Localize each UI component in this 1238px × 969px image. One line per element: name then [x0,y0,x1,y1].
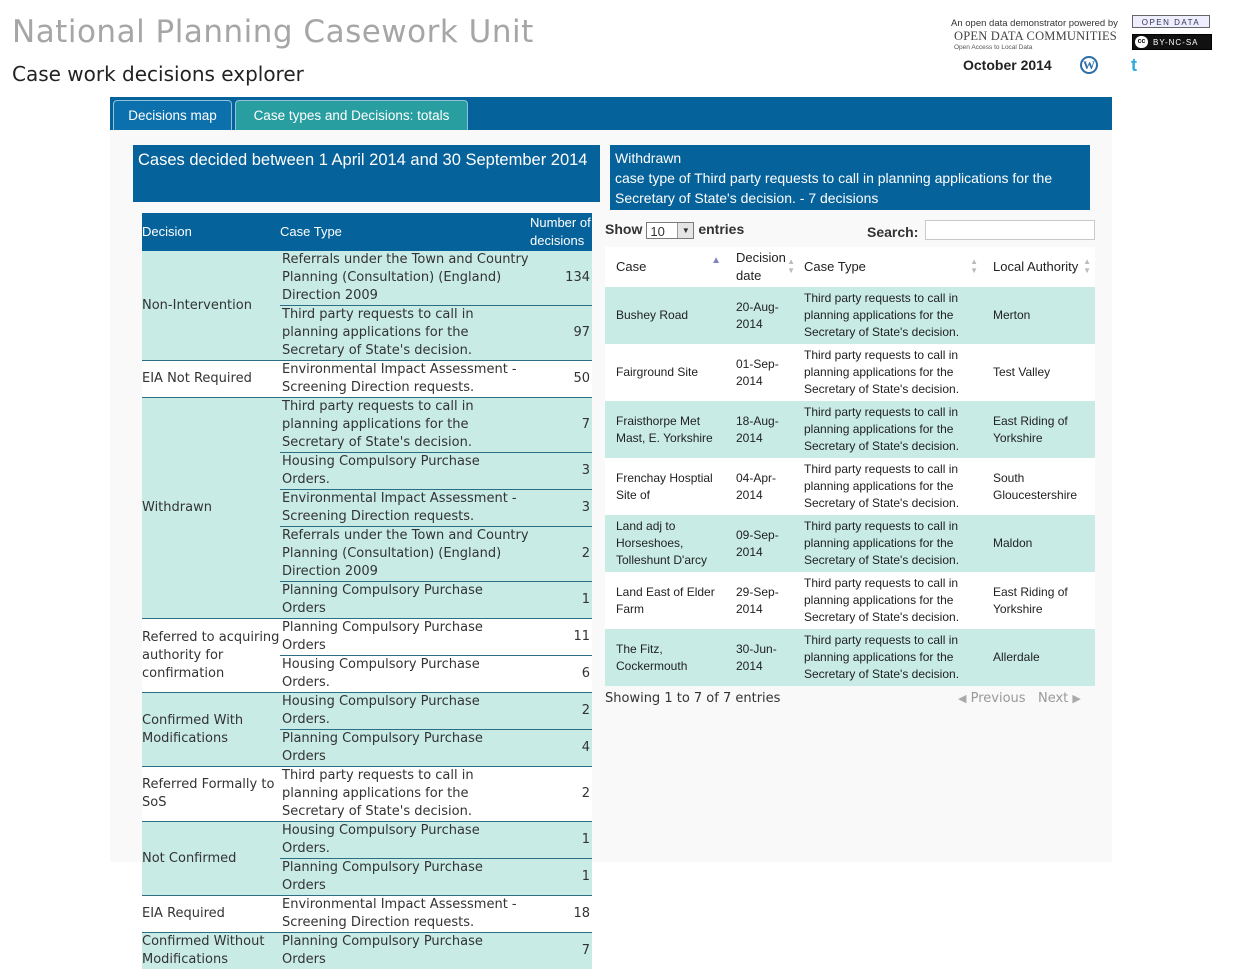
count-cell: 3 [530,453,592,490]
page-size-value: 10 [650,224,664,239]
sort-both-icon: ▲ ▼ [970,257,978,275]
count-cell: 11 [530,619,592,656]
summary-heading: Cases decided between 1 April 2014 and 30 September 2014 [133,145,600,202]
case-cell: Frenchay Hosptial Site of [605,458,725,515]
next-arrow-icon: ▶ [1072,692,1080,705]
authority-cell: Allerdale [982,629,1095,686]
case-cell: Land adj to Horseshoes, Tolleshunt D'arcy [605,515,725,572]
page-size-control [605,221,744,239]
col-local-authority[interactable] [982,247,1095,287]
sort-asc-icon: ▲ [711,256,721,265]
date-cell: 18-Aug-2014 [725,401,799,458]
odc-logo-text[interactable]: OPEN DATA COMMUNITIES [954,29,1117,44]
count-cell: 4 [530,730,592,767]
authority-cell: Merton [982,287,1095,344]
case-type-cell: Third party requests to call in planning applications for the Secretary of State's decision. [799,287,982,344]
count-cell: 134 [530,251,592,306]
col-decision: Decision [142,213,280,251]
detail-row[interactable] [605,629,1095,686]
cc-icon: cc [1135,36,1148,48]
count-cell: 1 [530,582,592,619]
summary-row [142,933,592,969]
entries-label: entries [698,221,744,237]
authority-cell: East Riding of Yorkshire [982,572,1095,629]
date-cell: 20-Aug-2014 [725,287,799,344]
powered-by-text: An open data demonstrator powered by [951,18,1118,29]
case-cell: Fraisthorpe Met Mast, E. Yorkshire [605,401,725,458]
date-cell: 09-Sep-2014 [725,515,799,572]
count-cell: 2 [530,767,592,822]
license-badge[interactable] [1132,34,1212,50]
count-cell: 97 [530,306,592,361]
case-type-cell: Third party requests to call in planning applications for the Secretary of State's decision. [799,458,982,515]
case-type-cell: Third party requests to call in planning applications for the Secretary of State's decision. [799,629,982,686]
col-decision-date[interactable] [725,247,799,287]
case-type-cell: Third party requests to call in planning applications for the Secretary of State's decision. [799,344,982,401]
detail-row[interactable] [605,572,1095,629]
case-type-cell: Planning Compulsory Purchase Orders [280,619,530,656]
case-type-cell: Housing Compulsory Purchase Orders. [280,453,530,490]
case-type-cell: Third party requests to call in planning applications for the Secretary of State's decision. [280,767,530,822]
detail-heading [610,145,1090,210]
case-type-cell: Referrals under the Town and Country Planning (Consultation) (England) Direction 2009 [280,527,530,582]
count-cell: 1 [530,859,592,896]
date-cell: 29-Sep-2014 [725,572,799,629]
col-case-type: Case Type [280,213,530,251]
previous-arrow-icon: ◀ [958,692,966,705]
case-type-cell: Housing Compulsory Purchase Orders. [280,693,530,730]
count-cell: 50 [530,361,592,398]
date-label: October 2014 [963,57,1052,73]
case-type-cell: Planning Compulsory Purchase Orders [280,730,530,767]
count-cell: 3 [530,490,592,527]
decision-cell: Confirmed With Modifications [142,693,280,767]
decision-cell: Not Confirmed [142,822,280,896]
case-type-cell: Environmental Impact Assessment - Screening Direction requests. [280,490,530,527]
case-type-cell: Planning Compulsory Purchase Orders [280,933,530,969]
count-cell: 2 [530,527,592,582]
decision-cell: EIA Not Required [142,361,280,398]
count-cell: 1 [530,822,592,859]
count-cell: 18 [530,896,592,933]
case-type-cell: Third party requests to call in planning applications for the Secretary of State's decision. [799,572,982,629]
authority-cell: Maldon [982,515,1095,572]
detail-row[interactable] [605,515,1095,572]
count-cell: 7 [530,398,592,453]
case-type-cell: Housing Compulsory Purchase Orders. [280,822,530,859]
decision-cell: Non-Intervention [142,251,280,361]
tab-bar [110,97,1112,130]
previous-button[interactable]: Previous [971,691,1026,706]
sort-both-icon: ▲ ▼ [1083,257,1091,275]
date-cell: 01-Sep-2014 [725,344,799,401]
odc-tagline: Open Access to Local Data [954,44,1032,51]
authority-cell: Test Valley [982,344,1095,401]
date-cell: 30-Jun-2014 [725,629,799,686]
col-type-label: Case Type [804,259,866,274]
search-label: Search: [867,224,918,240]
search-input[interactable] [925,220,1095,240]
col-number: Number of decisions [530,213,592,251]
case-type-cell: Third party requests to call in planning applications for the Secretary of State's decision. [799,401,982,458]
case-cell: Fairground Site [605,344,725,401]
case-type-cell: Environmental Impact Assessment - Screening Direction requests. [280,896,530,933]
case-cell: Bushey Road [605,287,725,344]
case-type-cell: Planning Compulsory Purchase Orders [280,859,530,896]
summary-row [142,767,592,822]
license-label: BY-NC-SA [1153,38,1199,47]
summary-header-row [142,213,592,251]
case-cell: The Fitz, Cockermouth [605,629,725,686]
count-cell: 7 [530,933,592,969]
chevron-down-icon: ▼ [677,223,693,238]
decision-cell: Referred Formally to SoS [142,767,280,822]
decision-cell: EIA Required [142,896,280,933]
summary-row [142,398,592,453]
col-date-label: Decision date [736,250,786,283]
case-type-cell: Planning Compulsory Purchase Orders [280,582,530,619]
detail-row[interactable] [605,401,1095,458]
open-data-badge[interactable]: OPEN DATA [1132,15,1210,28]
sort-both-icon: ▲ ▼ [787,257,795,275]
detail-row[interactable] [605,287,1095,344]
twitter-icon[interactable]: t [1131,56,1150,74]
summary-row [142,896,592,933]
count-cell: 6 [530,656,592,693]
case-type-cell: Referrals under the Town and Country Planning (Consultation) (England) Direction 2009 [280,251,530,306]
decision-cell: Referred to acquiring authority for confirmation [142,619,280,693]
count-cell: 2 [530,693,592,730]
decision-cell: Withdrawn [142,398,280,619]
wordpress-icon[interactable]: W [1080,56,1098,74]
summary-table [142,213,592,969]
summary-row [142,619,592,656]
date-cell: 04-Apr-2014 [725,458,799,515]
authority-cell: East Riding of Yorkshire [982,401,1095,458]
detail-heading-desc: case type of Third party requests to call in planning applications for the Secretary of State's decision. - 7 decisions [615,168,1085,208]
summary-row [142,251,592,306]
case-type-cell: Housing Compulsory Purchase Orders. [280,656,530,693]
site-title: National Planning Casework Unit [12,14,534,50]
tab-decisions-map[interactable]: Decisions map [113,100,232,130]
col-case[interactable] [605,247,725,287]
summary-row [142,822,592,859]
case-cell: Land East of Elder Farm [605,572,725,629]
summary-row [142,361,592,398]
show-label: Show [605,221,642,237]
case-type-cell: Third party requests to call in planning applications for the Secretary of State's decision. [280,398,530,453]
decision-cell: Confirmed Without Modifications [142,933,280,969]
table-info: Showing 1 to 7 of 7 entries [605,691,780,706]
col-la-label: Local Authority [993,259,1078,274]
summary-row [142,693,592,730]
detail-heading-decision: Withdrawn [615,148,1085,168]
site-subtitle: Case work decisions explorer [12,62,304,86]
detail-row[interactable] [605,344,1095,401]
detail-row[interactable] [605,458,1095,515]
authority-cell: South Gloucestershire [982,458,1095,515]
case-type-cell: Environmental Impact Assessment - Screening Direction requests. [280,361,530,398]
case-type-cell: Third party requests to call in planning applications for the Secretary of State's decision. [280,306,530,361]
col-case-type-r[interactable] [799,247,982,287]
case-type-cell: Third party requests to call in planning applications for the Secretary of State's decision. [799,515,982,572]
next-button[interactable]: Next [1038,691,1068,706]
detail-header-row [605,247,1095,287]
col-case-label: Case [616,259,646,274]
tab-case-types-totals[interactable]: Case types and Decisions: totals [235,100,468,130]
detail-table [605,247,1095,686]
page-size-select[interactable] [646,222,694,239]
pagination [958,691,1081,706]
